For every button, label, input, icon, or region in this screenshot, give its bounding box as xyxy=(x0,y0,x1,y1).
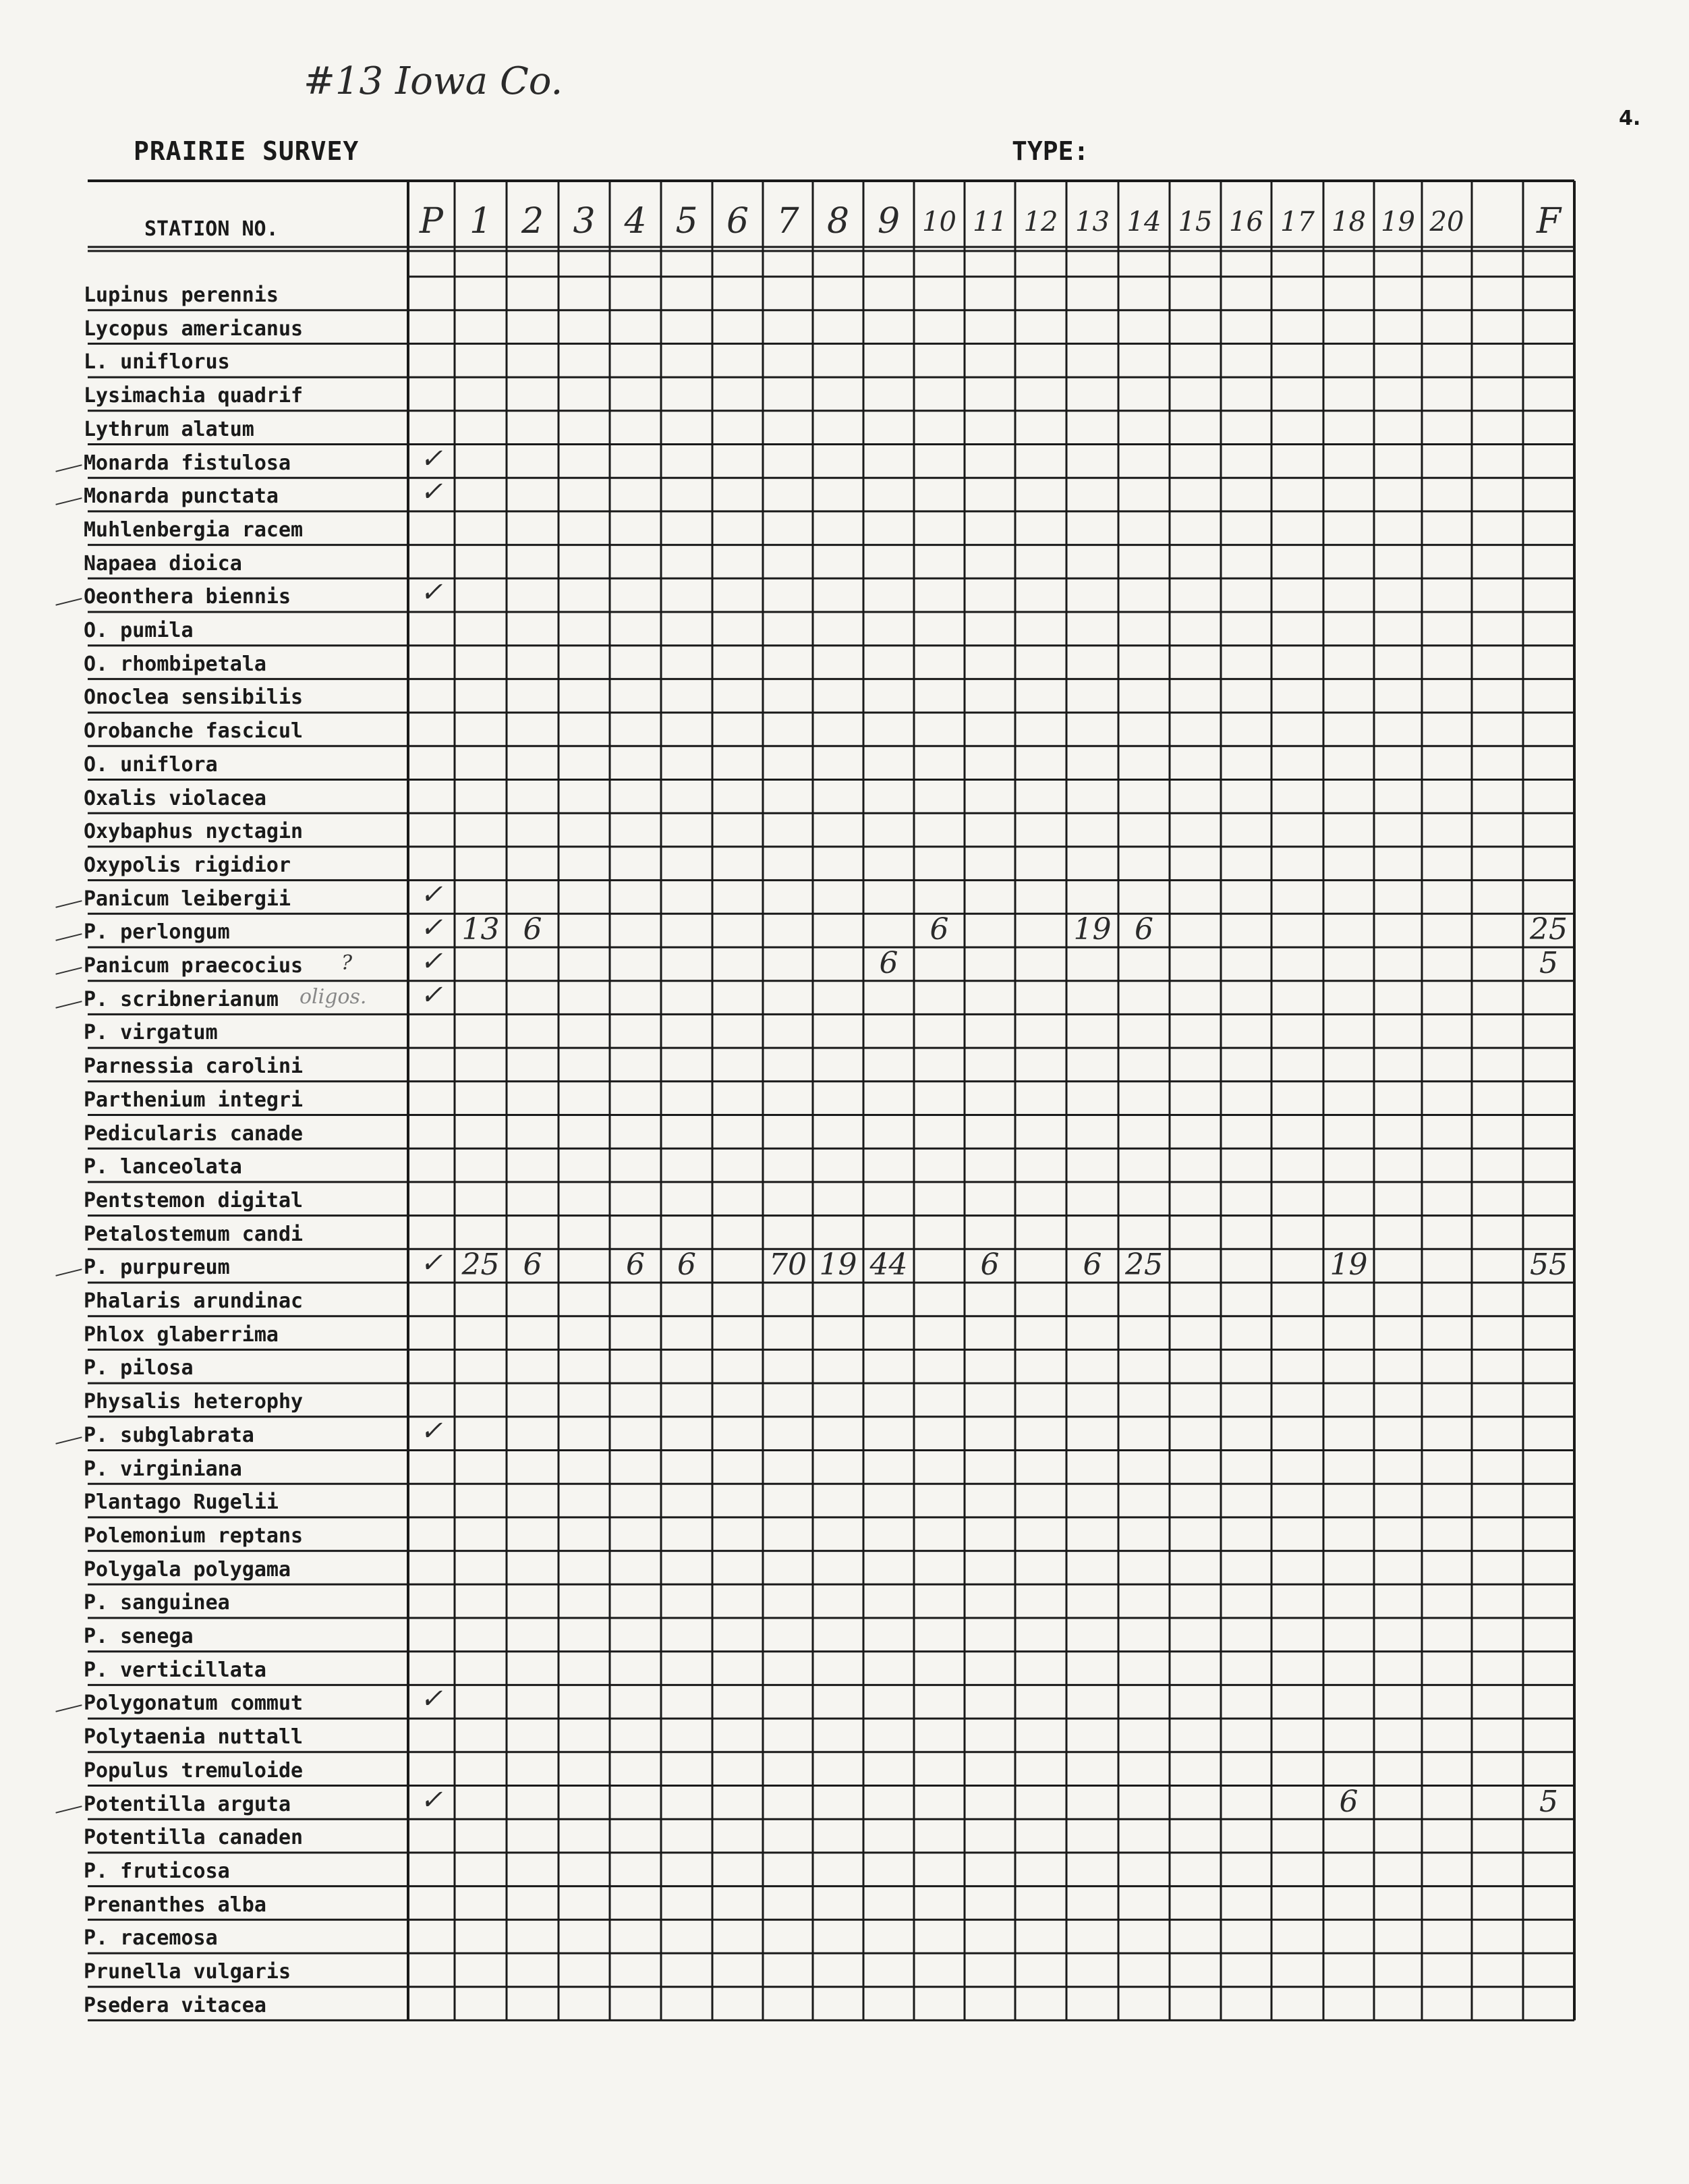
species-name: Potentilla arguta xyxy=(84,1792,291,1816)
handwritten-title: #13 Iowa Co. xyxy=(304,59,563,103)
frequency-value: 6 xyxy=(677,1248,696,1283)
species-name: P. virginiana xyxy=(84,1457,242,1481)
type-label: TYPE: xyxy=(1012,136,1089,166)
column-header: 1 xyxy=(469,201,492,242)
frequency-value: 6 xyxy=(523,1248,542,1283)
present-checkmark: ✓ xyxy=(420,577,443,609)
species-name: Polemonium reptans xyxy=(84,1523,304,1548)
species-name: Psedera vitacea xyxy=(84,1993,266,2017)
species-name: P. subglabrata xyxy=(84,1423,254,1447)
frequency-value: 6 xyxy=(929,912,949,947)
column-header: 9 xyxy=(877,201,900,242)
present-checkmark: ✓ xyxy=(420,476,443,508)
column-header: 12 xyxy=(1023,206,1058,237)
present-checkmark: ✓ xyxy=(420,946,443,977)
species-name: Physalis heterophy xyxy=(84,1390,304,1414)
species-name: Oxybaphus nyctagin xyxy=(84,820,304,844)
column-header: 20 xyxy=(1429,206,1464,237)
column-header: 11 xyxy=(973,206,1007,237)
species-name: Oxypolis rigidior xyxy=(84,853,291,877)
species-name: P. virgatum xyxy=(84,1021,218,1045)
species-name: O. rhombipetala xyxy=(84,652,266,676)
column-header: 19 xyxy=(1381,206,1415,237)
column-header: 14 xyxy=(1126,206,1162,237)
frequency-value: 55 xyxy=(1530,1248,1568,1283)
species-name: P. senega xyxy=(84,1625,194,1648)
species-name: Orobanche fascicul xyxy=(84,719,304,744)
frequency-value: 5 xyxy=(1539,1784,1558,1819)
column-header: 15 xyxy=(1178,206,1213,237)
frequency-value: 6 xyxy=(1339,1784,1358,1819)
species-name: Phlox glaberrima xyxy=(84,1322,279,1347)
present-checkmark: ✓ xyxy=(420,912,443,944)
present-checkmark: ✓ xyxy=(420,443,443,474)
species-name: Pedicularis canade xyxy=(84,1121,304,1146)
species-name: Monarda punctata xyxy=(84,484,279,509)
species-name: Monarda fistulosa xyxy=(84,451,291,475)
species-name: O. pumila xyxy=(84,619,194,642)
species-name: Oeonthera biennis xyxy=(84,585,291,609)
species-name: Oxalis violacea xyxy=(84,786,266,810)
frequency-value: 44 xyxy=(869,1248,908,1283)
species-name: Lysimachia quadrif xyxy=(84,384,304,408)
column-header: F xyxy=(1536,201,1562,242)
page-number: 4. xyxy=(1619,107,1641,130)
species-name: O. uniflora xyxy=(84,752,218,777)
frequency-value: 19 xyxy=(1329,1248,1368,1283)
frequency-value: 6 xyxy=(980,1248,1000,1283)
column-header: 17 xyxy=(1280,206,1315,237)
species-name: P. fruticosa xyxy=(84,1859,230,1883)
frequency-value: 25 xyxy=(461,1248,500,1283)
frequency-value: 6 xyxy=(879,946,898,980)
species-name: Polygala polygama xyxy=(84,1557,291,1581)
species-name: Polytaenia nuttall xyxy=(84,1725,304,1749)
survey-title: PRAIRIE SURVEY xyxy=(134,136,360,166)
frequency-value: 13 xyxy=(461,912,500,947)
species-name: Panicum praecocius xyxy=(84,954,304,978)
species-name: Parnessia carolini xyxy=(84,1055,304,1079)
column-header: P xyxy=(420,201,443,242)
column-header: 7 xyxy=(776,201,799,242)
column-header: 18 xyxy=(1332,206,1366,237)
column-header: 16 xyxy=(1229,206,1263,237)
present-checkmark: ✓ xyxy=(420,1784,443,1816)
species-name: P. pilosa xyxy=(84,1356,194,1380)
species-name: Napaea dioica xyxy=(84,551,242,576)
species-name: P. sanguinea xyxy=(84,1591,230,1615)
species-name: Panicum leibergii xyxy=(84,887,291,911)
column-header: 8 xyxy=(826,201,850,242)
species-name: Parthenium integri xyxy=(84,1088,304,1112)
species-name: P. purpureum xyxy=(84,1256,230,1280)
column-header: 3 xyxy=(573,201,596,242)
species-name: Polygonatum commut xyxy=(84,1691,304,1716)
frequency-value: 19 xyxy=(819,1248,857,1283)
handwritten-note: oligos. xyxy=(299,984,367,1009)
species-name: P. scribnerianum xyxy=(84,987,279,1011)
column-header: 10 xyxy=(922,206,956,237)
species-name: Phalaris arundinac xyxy=(84,1289,304,1313)
species-name: Onoclea sensibilis xyxy=(84,685,304,710)
species-name: Lythrum alatum xyxy=(84,417,254,441)
frequency-value: 70 xyxy=(769,1248,807,1283)
present-checkmark: ✓ xyxy=(420,1248,443,1279)
frequency-value: 6 xyxy=(626,1248,645,1283)
station-number-label: STATION NO. xyxy=(144,217,279,241)
present-checkmark: ✓ xyxy=(420,1415,443,1447)
frequency-value: 25 xyxy=(1125,1248,1163,1283)
species-name: Plantago Rugelii xyxy=(84,1490,279,1515)
species-name: Prunella vulgaris xyxy=(84,1960,291,1984)
species-name: P. perlongum xyxy=(84,920,230,945)
frequency-value: 25 xyxy=(1530,912,1568,947)
frequency-value: 6 xyxy=(1083,1248,1102,1283)
species-name: P. racemosa xyxy=(84,1926,218,1951)
present-checkmark: ✓ xyxy=(420,1683,443,1715)
frequency-value: 6 xyxy=(1135,912,1153,947)
column-header: 2 xyxy=(521,201,544,242)
species-name: Petalostemum candi xyxy=(84,1222,304,1246)
species-name: Lycopus americanus xyxy=(84,316,304,341)
species-name: L. uniflorus xyxy=(84,350,230,374)
frequency-value: 6 xyxy=(523,912,542,947)
species-name: P. verticillata xyxy=(84,1658,266,1682)
species-name: Populus tremuloide xyxy=(84,1758,304,1783)
column-header: 13 xyxy=(1075,206,1110,237)
species-name: P. lanceolata xyxy=(84,1155,242,1179)
column-header: 6 xyxy=(726,201,749,242)
column-header: 5 xyxy=(675,201,698,242)
species-name: Prenanthes alba xyxy=(84,1893,266,1917)
present-checkmark: ✓ xyxy=(420,878,443,910)
species-name: Pentstemon digital xyxy=(84,1188,304,1212)
present-checkmark: ✓ xyxy=(420,979,443,1011)
frequency-value: 5 xyxy=(1539,946,1558,980)
handwritten-note: ? xyxy=(341,951,353,975)
frequency-value: 19 xyxy=(1073,912,1112,947)
species-name: Muhlenbergia racem xyxy=(84,517,304,542)
column-header: 4 xyxy=(624,201,647,242)
species-name: Lupinus perennis xyxy=(84,283,279,307)
species-name: Potentilla canaden xyxy=(84,1826,304,1850)
